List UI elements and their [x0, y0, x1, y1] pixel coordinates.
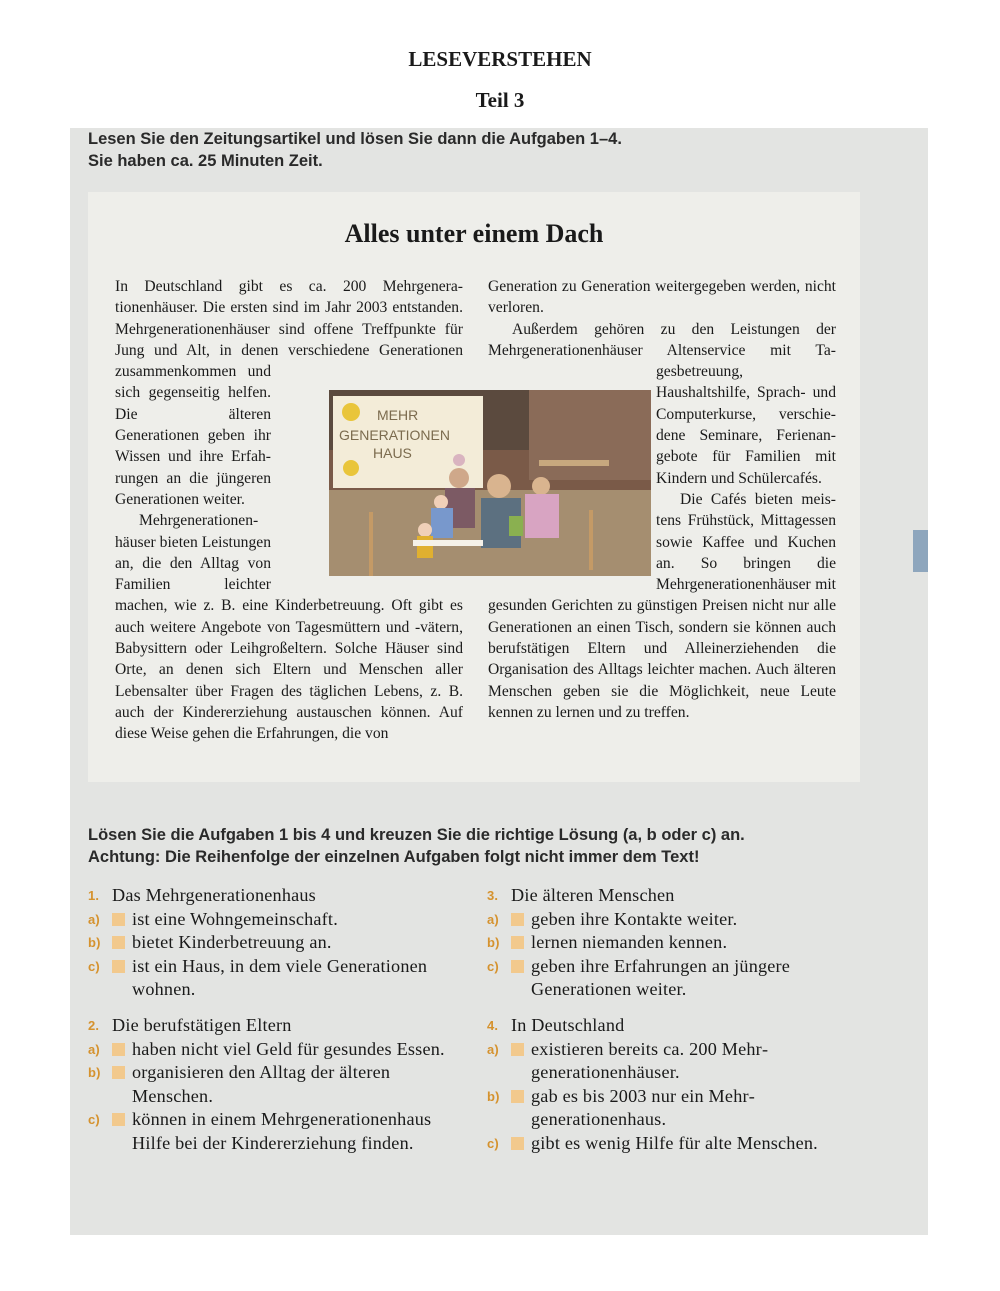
option-text: haben nicht viel Geld für gesundes Essen.	[132, 1038, 445, 1059]
instruction-line: Achtung: Die Reihenfolge der einzelnen Aufgaben folgt nicht immer dem Text!	[88, 848, 700, 866]
answer-checkbox[interactable]	[511, 1090, 524, 1103]
task-4	[487, 1014, 857, 1155]
task-3	[487, 884, 857, 1002]
article-paragraph: Außerdem gehören zu den Leistungen der Mehrgenerationenhäuser Altenservice mit Tagesbetreuung, Haushaltshilfe, Sprach- und Computerkurse, verschiedene Seminare, Ferienangebote für Familien mit Kindern und Schülercafés.	[488, 320, 836, 487]
answer-option[interactable]	[88, 1061, 458, 1108]
answer-option[interactable]	[487, 1038, 857, 1085]
option-letter: a)	[487, 1041, 499, 1057]
option-letter: a)	[487, 911, 499, 927]
option-text: lernen niemanden kennen.	[531, 932, 728, 952]
article-paragraph: Generation zu Generation weitergegeben werden, nicht verloren.	[488, 278, 836, 317]
instruction-line: Lösen Sie die Aufgaben 1 bis 4 und kreuzen Sie die richtige Lösung (a, b oder c) an.	[88, 826, 745, 844]
task-instructions	[88, 824, 745, 868]
option-letter: c)	[487, 958, 499, 974]
answer-checkbox[interactable]	[112, 1043, 125, 1056]
option-letter: b)	[487, 1088, 500, 1104]
question-text: Die älteren Menschen	[511, 885, 675, 905]
answer-checkbox[interactable]	[511, 1137, 524, 1150]
option-text: können in einem Mehrgenerationenhaus Hilfe bei der Kindererziehung finden.	[132, 1109, 432, 1153]
option-letter: a)	[88, 1041, 100, 1057]
answer-checkbox[interactable]	[511, 960, 524, 973]
article-title: Alles unter einem Dach	[344, 219, 604, 248]
option-text: ist eine Wohngemeinschaft.	[132, 908, 338, 929]
answer-checkbox[interactable]	[112, 913, 125, 926]
task-question	[88, 1014, 458, 1038]
answer-checkbox[interactable]	[112, 936, 125, 949]
page-title: LESEVERSTEHEN	[408, 47, 592, 71]
question-text: In Deutschland	[511, 1015, 625, 1035]
sign-text: MEHR	[377, 407, 419, 423]
exam-sheet	[70, 128, 928, 1235]
instruction-line: Lesen Sie den Zeitungsartikel und lösen Sie dann die Aufgaben 1–4.	[88, 130, 622, 148]
answer-checkbox[interactable]	[511, 936, 524, 949]
task-number: 1.	[88, 888, 100, 903]
article-paragraph: Mehrgenerationenhäuser bieten Leistungen an, die den Alltag von Familien leichter machen, wie z. B. eine Kinderbetreuung. Oft gibt es auch weitere Angebote von Tagesmüttern und -vätern, Babysittern oder Leihgroßeltern. Solche Häuser sind Orte, an denen sich Eltern und Menschen aller Lebensalter über Fragen des täglichen Lebens, z. B. auch der Kindererziehung austauschen können. Auf diese Weise gehen die Erfahrungen, die von	[115, 512, 463, 743]
option-text: gibt es wenig Hilfe für alte Menschen.	[531, 1132, 818, 1153]
answer-checkbox[interactable]	[112, 1066, 125, 1079]
option-letter: a)	[88, 911, 100, 927]
task-question	[487, 884, 857, 908]
answer-option[interactable]	[487, 1132, 857, 1156]
option-text: organisieren den Alltag der älteren Menschen.	[132, 1062, 391, 1106]
answer-option[interactable]	[88, 931, 458, 955]
page-edge-tab	[913, 530, 928, 572]
task-question	[88, 884, 458, 908]
option-text: bietet Kinderbetreuung an.	[132, 932, 332, 952]
option-letter: b)	[487, 935, 500, 950]
answer-option[interactable]	[88, 908, 458, 932]
task-number: 4.	[487, 1018, 499, 1033]
answer-option[interactable]	[88, 1038, 458, 1062]
sign-text: HAUS	[373, 445, 412, 461]
answer-option[interactable]	[88, 1108, 458, 1155]
answer-option[interactable]	[487, 955, 857, 1002]
answer-option[interactable]	[88, 955, 458, 1002]
option-letter: c)	[88, 958, 100, 974]
article-photo	[329, 390, 651, 576]
answer-checkbox[interactable]	[112, 1113, 125, 1126]
task-number: 3.	[487, 888, 499, 903]
article-paragraph: In Deutschland gibt es ca. 200 Mehrgenerationenhäuser. Die ersten sind im Jahr 2003 entstanden. Mehrgenerationenhäuser sind offene Treffpunkte für Jung und Alt, in denen verschiedene Generationen zusammenkommen und sich gegenseitig helfen. Die älteren Generationen geben ihr Wissen und ihre Erfahrungen an die jüngeren Generationen weiter.	[115, 278, 463, 508]
reading-instructions	[88, 128, 622, 172]
answer-checkbox[interactable]	[112, 960, 125, 973]
task-1	[88, 884, 458, 1002]
option-text: geben ihre Erfahrungen an jüngere Generationen weiter.	[531, 955, 791, 999]
instruction-line: Sie haben ca. 25 Minuten Zeit.	[88, 152, 323, 170]
photo-illustration	[329, 390, 651, 576]
option-text: gab es bis 2003 nur ein Mehrgenerationenhaus.	[531, 1085, 755, 1129]
answer-option[interactable]	[487, 1085, 857, 1132]
task-2	[88, 1014, 458, 1155]
page-subtitle: Teil 3	[475, 88, 525, 112]
answer-checkbox[interactable]	[511, 1043, 524, 1056]
answer-checkbox[interactable]	[511, 913, 524, 926]
article-paragraph: Die Cafés bieten meistens Frühstück, Mittagessen sowie Kaffee und Kuchen an. So bringen die Mehrgenerationenhäuser mit gesunden Gerichten zu günstigen Preisen nicht nur alle Generationen an einen Tisch, sondern sie können auch berufstätigen Eltern und Alleinerziehenden die Organisation des Alltags leichter machen. Auch älteren Menschen geben sie die Möglichkeit, neue Leute kennen zu lernen und zu treffen.	[488, 490, 836, 721]
option-letter: c)	[88, 1112, 100, 1127]
option-letter: c)	[487, 1135, 499, 1151]
task-question	[487, 1014, 857, 1038]
newspaper-article	[88, 192, 860, 782]
option-letter: b)	[88, 935, 101, 950]
option-text: geben ihre Kontakte weiter.	[531, 908, 738, 929]
option-text: ist ein Haus, in dem viele Generationen wohnen.	[132, 955, 428, 999]
question-text: Das Mehrgenerationenhaus	[112, 885, 316, 905]
sign-text: GENERATIONEN	[339, 427, 450, 443]
option-text: existieren bereits ca. 200 Mehrgenerationenhäuser.	[531, 1038, 768, 1082]
answer-option[interactable]	[487, 931, 857, 955]
task-number: 2.	[88, 1018, 100, 1033]
option-letter: b)	[88, 1065, 101, 1080]
question-text: Die berufstätigen Eltern	[112, 1015, 292, 1035]
answer-option[interactable]	[487, 908, 857, 932]
